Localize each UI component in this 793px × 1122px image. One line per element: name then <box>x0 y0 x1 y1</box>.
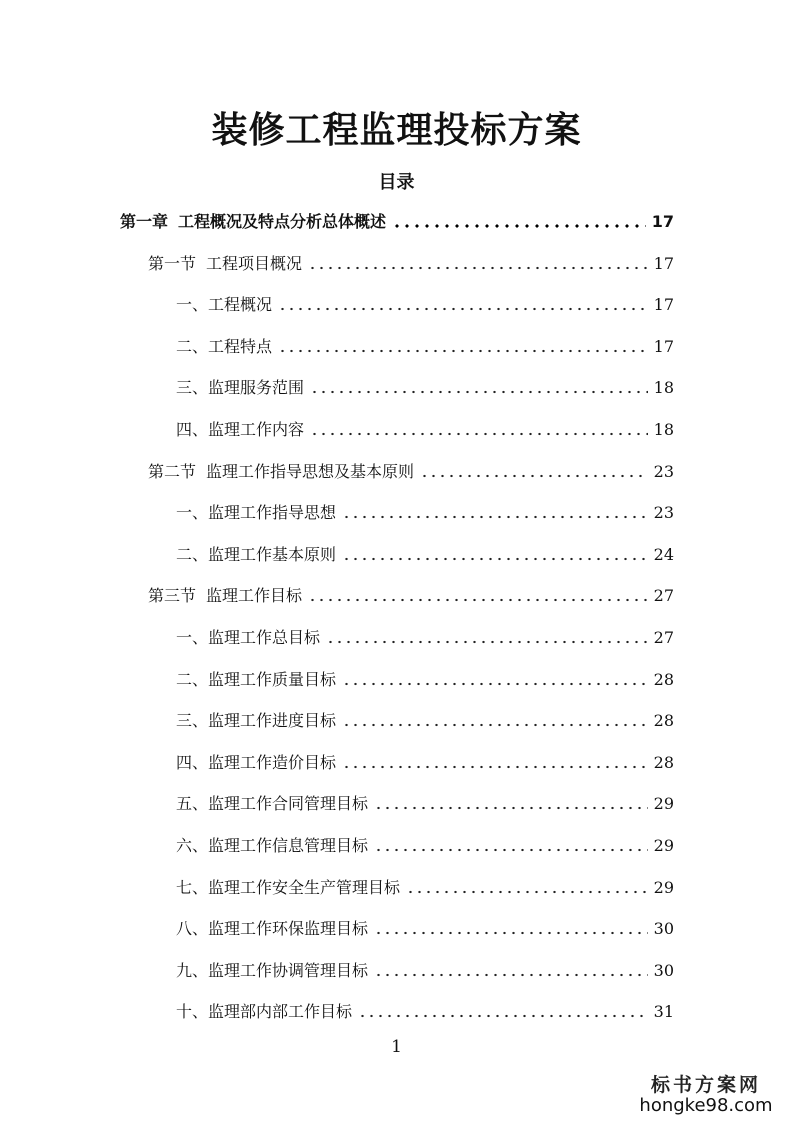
toc-dot-leader <box>326 639 648 645</box>
toc-entry-label: 监理工作合同管理目标 <box>208 794 369 814</box>
toc-entry-number: 一、 <box>176 628 209 647</box>
toc-entry-number: 五、 <box>176 794 209 814</box>
toc-entry-page: 29 <box>653 836 674 855</box>
toc-entry-item[interactable] <box>176 498 674 524</box>
toc-entry-page: 30 <box>653 960 674 980</box>
toc-dot-leader <box>342 722 648 728</box>
toc-dot-leader <box>278 306 648 312</box>
toc-entry-label: 监理工作协调管理目标 <box>208 960 369 980</box>
toc-dot-leader <box>374 972 648 978</box>
toc-entry-number: 一、 <box>176 503 209 523</box>
toc-entry-item[interactable] <box>176 290 674 316</box>
toc-entry-page: 23 <box>653 461 674 481</box>
toc-dot-leader <box>310 431 648 437</box>
toc-entry-label: 监理工作造价目标 <box>208 752 337 772</box>
toc-entry-label: 监理工作质量目标 <box>208 669 337 689</box>
toc-entry-number: 三、 <box>176 711 209 731</box>
toc-entry-item[interactable] <box>176 540 674 566</box>
toc-dot-leader <box>342 681 648 687</box>
toc-entry-label: 监理工作指导思想及基本原则 <box>206 461 415 481</box>
toc-entry-number: 三、 <box>176 378 209 398</box>
toc-entry-item[interactable] <box>176 373 674 399</box>
toc-entry-label: 监理服务范围 <box>208 378 305 398</box>
toc-dot-leader <box>392 223 646 229</box>
toc-dot-leader <box>278 348 648 354</box>
toc-entry-section[interactable] <box>148 249 674 275</box>
toc-entry-label: 工程概况 <box>208 295 273 315</box>
toc-dot-leader <box>420 473 648 479</box>
watermark-logo <box>631 1070 781 1116</box>
toc-entry-item[interactable] <box>176 789 674 815</box>
toc-entry-page: 30 <box>653 919 674 939</box>
toc-entry-number: 十、 <box>176 1002 209 1022</box>
toc-entry-item[interactable] <box>176 914 674 940</box>
toc-entry-label: 监理工作基本原则 <box>208 544 337 564</box>
toc-entry-label: 监理工作信息管理目标 <box>208 836 369 855</box>
toc-entry-label: 监理工作总目标 <box>208 628 321 647</box>
toc-entry-number: 六、 <box>176 836 209 855</box>
toc-entry-number: 九、 <box>176 960 209 980</box>
toc-entry-number: 八、 <box>176 919 209 939</box>
toc-entry-page: 27 <box>653 628 674 647</box>
toc-entry-page: 18 <box>653 420 674 439</box>
toc-entry-section[interactable] <box>148 581 674 607</box>
watermark-name: 标书方案网 <box>650 1074 761 1096</box>
toc-entry-number: 七、 <box>176 877 209 897</box>
toc-entry-item[interactable] <box>176 997 674 1023</box>
toc-entry-item[interactable] <box>176 873 674 899</box>
toc-entry-label: 监理工作目标 <box>206 586 303 606</box>
toc-dot-leader <box>374 847 648 853</box>
toc-entry-label: 监理工作进度目标 <box>208 711 337 731</box>
toc-entry-item[interactable] <box>176 748 674 774</box>
toc-entry-chapter[interactable] <box>120 207 674 233</box>
toc-heading: 目录 <box>378 172 415 193</box>
toc-dot-leader <box>374 930 648 936</box>
toc-dot-leader <box>308 597 648 603</box>
toc-entry-page: 17 <box>653 336 674 356</box>
toc-entry-item[interactable] <box>176 956 674 982</box>
toc-entry-label: 监理部内部工作目标 <box>208 1002 353 1022</box>
toc-entry-page: 28 <box>653 711 674 731</box>
toc-entry-section[interactable] <box>148 457 674 483</box>
toc-entry-item[interactable] <box>176 332 674 358</box>
toc-entry-page: 18 <box>653 378 674 398</box>
toc-entry-number: 二、 <box>176 544 209 564</box>
toc-entry-page: 17 <box>651 212 674 231</box>
toc-entry-number: 二、 <box>176 336 209 356</box>
toc-entry-page: 17 <box>653 295 674 315</box>
document-title: 装修工程监理投标方案 <box>211 110 582 151</box>
toc-dot-leader <box>310 389 648 395</box>
toc-dot-leader <box>374 805 648 811</box>
toc-entry-label: 监理工作指导思想 <box>208 503 337 523</box>
toc-entry-number: 一、 <box>176 295 209 315</box>
toc-entry-label: 工程概况及特点分析总体概述 <box>178 212 387 231</box>
toc-entry-page: 27 <box>653 586 674 606</box>
toc-entry-page: 24 <box>653 544 674 564</box>
toc-entry-label: 监理工作安全生产管理目标 <box>208 877 401 897</box>
toc-entry-page: 31 <box>653 1002 674 1022</box>
toc-entry-number: 二、 <box>176 669 209 689</box>
toc-entry-number: 第一节 <box>148 253 197 273</box>
toc-entry-item[interactable] <box>176 706 674 732</box>
toc-entry-label: 工程项目概况 <box>206 253 303 273</box>
toc-entry-page: 28 <box>653 669 674 689</box>
watermark-site: hongke98.com <box>639 1095 773 1116</box>
toc-entry-page: 29 <box>653 877 674 897</box>
toc-entry-item[interactable] <box>176 415 674 441</box>
toc-entry-number: 第一章 <box>120 212 169 231</box>
toc-dot-leader <box>342 764 648 770</box>
toc-dot-leader <box>358 1013 648 1019</box>
toc-entry-page: 23 <box>653 503 674 523</box>
toc-dot-leader <box>308 265 648 271</box>
toc-entry-number: 第三节 <box>148 586 197 606</box>
toc-dot-leader <box>342 556 648 562</box>
toc-dot-leader <box>406 889 648 895</box>
toc-entry-number: 第二节 <box>148 461 197 481</box>
toc-entry-page: 29 <box>653 794 674 814</box>
page-number: 1 <box>391 1037 402 1057</box>
toc-entry-page: 28 <box>653 752 674 772</box>
toc-entry-label: 监理工作内容 <box>208 420 305 439</box>
toc-entry-item[interactable] <box>176 665 674 691</box>
toc-entry-number: 四、 <box>176 752 209 772</box>
toc-entry-item[interactable] <box>176 623 674 649</box>
toc-entry-number: 四、 <box>176 420 209 439</box>
toc-entry-label: 监理工作环保监理目标 <box>208 919 369 939</box>
toc-entry-item[interactable] <box>176 831 674 857</box>
toc-entry-page: 17 <box>653 253 674 273</box>
toc-entry-label: 工程特点 <box>208 336 273 356</box>
toc-dot-leader <box>342 514 648 520</box>
